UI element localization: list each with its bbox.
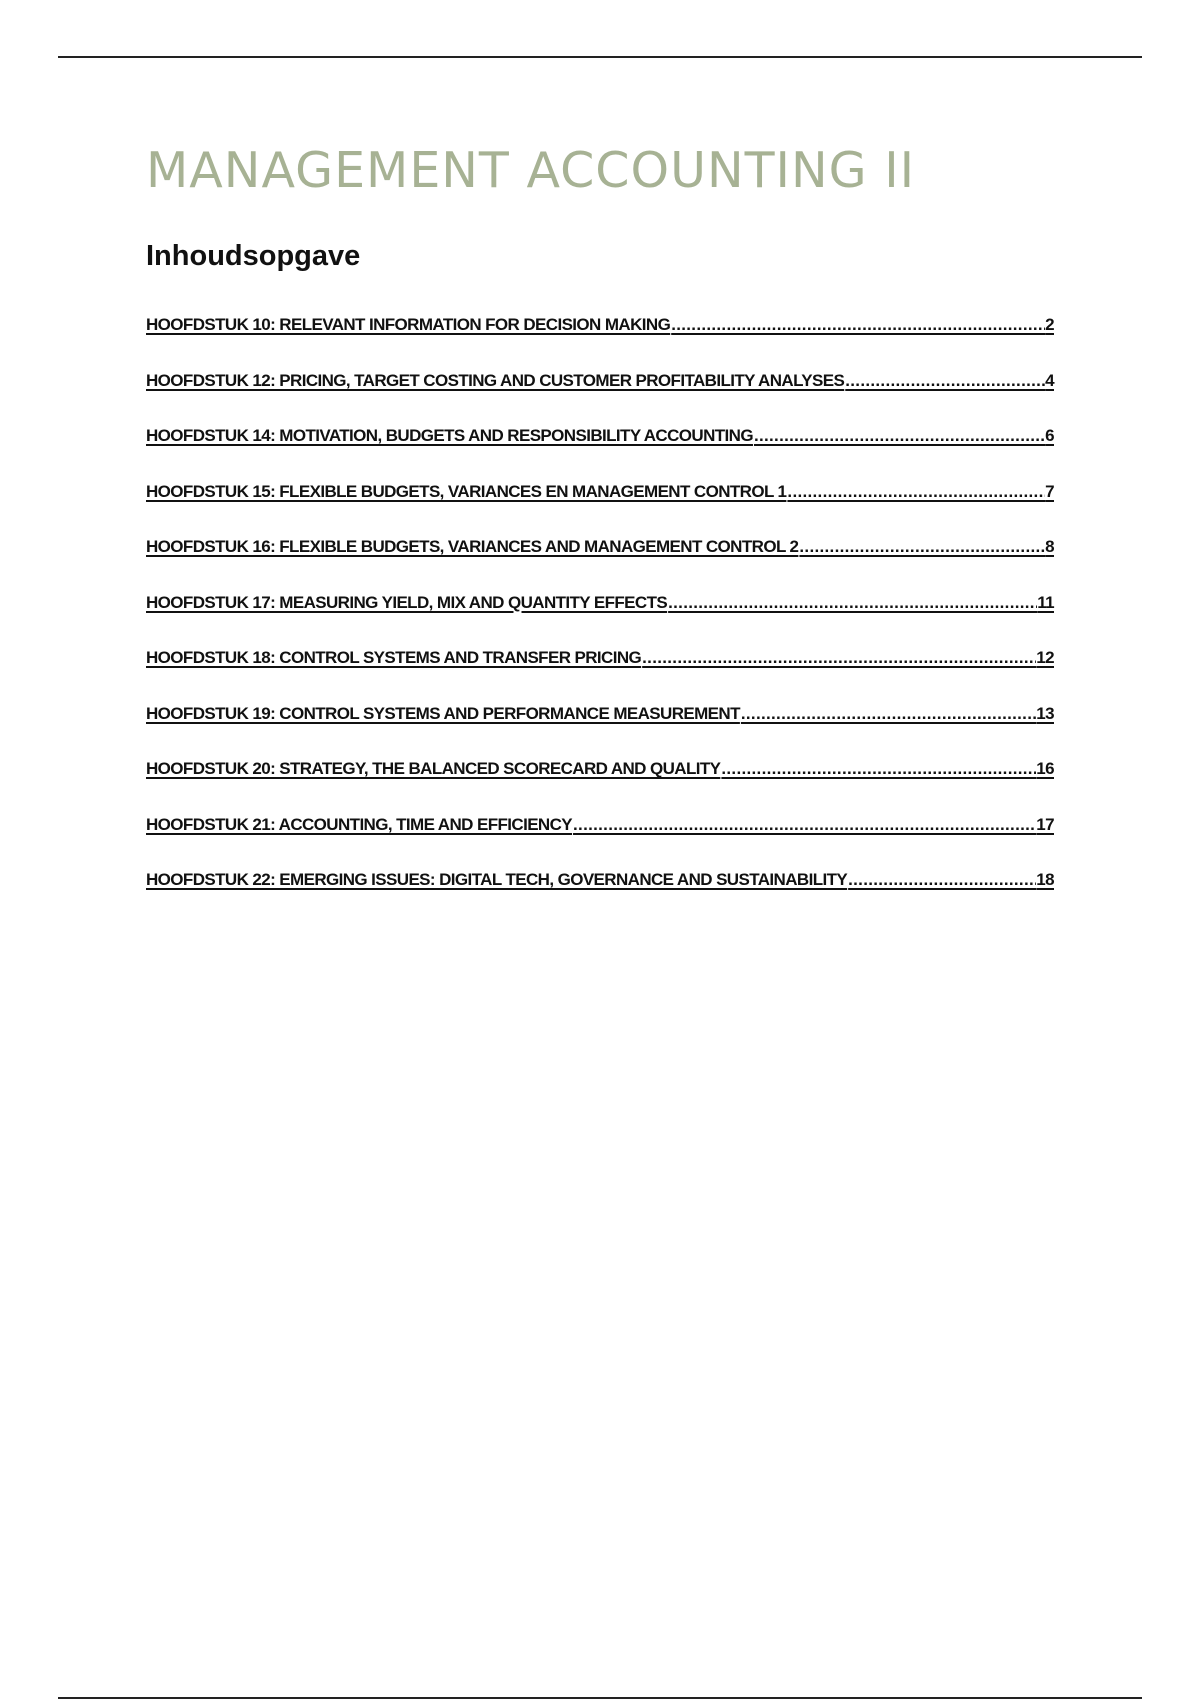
toc-dot-leader xyxy=(670,315,1045,335)
toc-entry-title: HOOFDSTUK 20: STRATEGY, THE BALANCED SCORECARD AND QUALITY xyxy=(146,759,721,778)
toc-page-number: 17 xyxy=(1036,814,1054,834)
toc-entry-title: HOOFDSTUK 21: ACCOUNTING, TIME AND EFFICIENCY xyxy=(146,814,573,834)
toc-page-number: 2 xyxy=(1045,315,1054,334)
toc-entry-title: HOOFDSTUK 18: CONTROL SYSTEMS AND TRANSFER PRICING xyxy=(146,648,642,667)
toc-entry-chapter-19[interactable] xyxy=(146,696,1054,724)
toc-page-number: 13 xyxy=(1036,703,1054,723)
toc-dot-leader xyxy=(798,537,1045,557)
toc-dot-leader xyxy=(572,815,1036,835)
toc-entry-chapter-15[interactable] xyxy=(146,474,1054,502)
toc-entry-title: HOOFDSTUK 10: RELEVANT INFORMATION FOR DECISION MAKING xyxy=(146,315,671,334)
toc-dot-leader xyxy=(753,426,1045,446)
toc-entry-chapter-20[interactable] xyxy=(146,751,1054,779)
toc-page-number: 16 xyxy=(1036,759,1054,778)
toc-dot-leader xyxy=(847,870,1036,890)
page-header-rule xyxy=(58,56,1142,58)
toc-page-number: 12 xyxy=(1036,648,1054,667)
toc-entry-title: HOOFDSTUK 22: EMERGING ISSUES: DIGITAL TECH, GOVERNANCE AND SUSTAINABILITY xyxy=(146,870,848,889)
document-title: MANAGEMENT ACCOUNTING II xyxy=(146,142,916,199)
toc-page-number: 8 xyxy=(1045,537,1054,556)
toc-dot-leader xyxy=(720,759,1036,779)
toc-entry-title: HOOFDSTUK 16: FLEXIBLE BUDGETS, VARIANCES AND MANAGEMENT CONTROL 2 xyxy=(146,537,799,556)
toc-page-number: 6 xyxy=(1045,426,1054,445)
toc-dot-leader xyxy=(740,704,1036,724)
toc-entry-chapter-14[interactable] xyxy=(146,418,1054,446)
toc-dot-leader xyxy=(844,371,1045,391)
toc-page-number: 11 xyxy=(1037,592,1054,612)
toc-entry-title: HOOFDSTUK 12: PRICING, TARGET COSTING AND CUSTOMER PROFITABILITY ANALYSES xyxy=(146,370,845,390)
toc-entry-chapter-12[interactable] xyxy=(146,363,1054,391)
toc-heading: Inhoudsopgave xyxy=(146,240,361,272)
toc-entry-title: HOOFDSTUK 15: FLEXIBLE BUDGETS, VARIANCES EN MANAGEMENT CONTROL 1 xyxy=(146,481,787,501)
toc-entry-title: HOOFDSTUK 17: MEASURING YIELD, MIX AND QUANTITY EFFECTS xyxy=(146,592,668,612)
toc-entry-title: HOOFDSTUK 19: CONTROL SYSTEMS AND PERFORMANCE MEASUREMENT xyxy=(146,703,740,723)
toc-entry-chapter-21[interactable] xyxy=(146,807,1054,835)
toc-dot-leader xyxy=(667,593,1037,613)
toc-page-number: 18 xyxy=(1036,870,1054,889)
toc-page-number: 4 xyxy=(1045,370,1054,390)
table-of-contents xyxy=(146,307,1054,918)
toc-entry-chapter-22[interactable] xyxy=(146,862,1054,890)
toc-dot-leader xyxy=(641,648,1036,668)
toc-entry-title: HOOFDSTUK 14: MOTIVATION, BUDGETS AND RESPONSIBILITY ACCOUNTING xyxy=(146,426,753,445)
toc-entry-chapter-10[interactable] xyxy=(146,307,1054,335)
toc-entry-chapter-18[interactable] xyxy=(146,640,1054,668)
toc-dot-leader xyxy=(786,482,1045,502)
toc-entry-chapter-16[interactable] xyxy=(146,529,1054,557)
page-footer-rule xyxy=(58,1697,1142,1699)
toc-entry-chapter-17[interactable] xyxy=(146,585,1054,613)
toc-page-number: 7 xyxy=(1045,481,1054,501)
